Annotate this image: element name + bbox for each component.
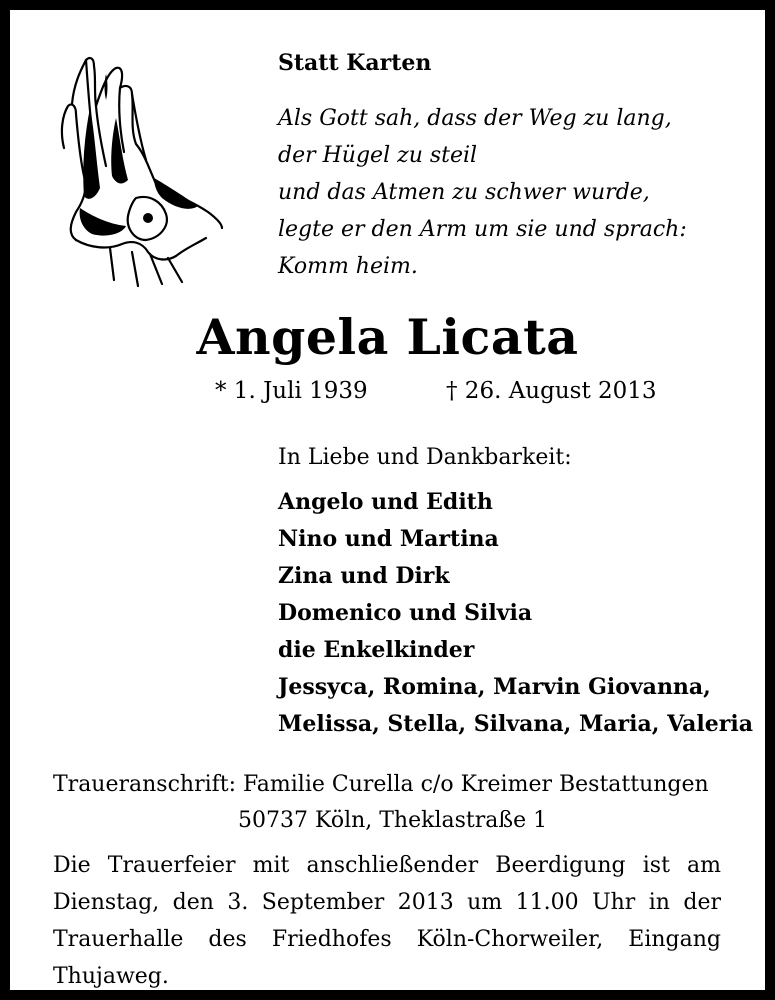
deceased-name: Angela Licata	[196, 308, 579, 366]
family-entry: die Enkelkinder	[278, 637, 475, 663]
family-entry: Domenico und Silvia	[278, 600, 533, 626]
family-entry: Zina und Dirk	[278, 563, 450, 589]
thanks-line: In Liebe und Dankbarkeit:	[278, 445, 572, 470]
family-entry: Melissa, Stella, Silvana, Maria, Valeria	[278, 711, 753, 737]
praying-hands-icon	[50, 48, 225, 293]
poem-line: legte er den Arm um sie und sprach:	[278, 217, 687, 242]
obituary-card	[10, 10, 765, 990]
poem-line: Komm heim.	[278, 254, 418, 279]
death-date: † 26. August 2013	[446, 378, 657, 404]
mourning-address	[53, 767, 709, 839]
family-entry: Angelo und Edith	[278, 489, 493, 515]
poem-line: und das Atmen zu schwer wurde,	[278, 180, 650, 205]
family-list	[278, 484, 753, 743]
family-entry: Nino und Martina	[278, 526, 499, 552]
ceremony-text: Die Trauerfeier mit anschließender Beerdigung ist am Dienstag, den 3. September 2013 um 11.00 Uhr in der Trauerhalle des Friedhofes Köln-Chorweiler, Eingang Thujaweg.	[53, 853, 721, 989]
poem-line: der Hügel zu steil	[278, 143, 478, 168]
address-line-2: 50737 Köln, Theklastraße 1	[238, 808, 548, 833]
header-statt-karten: Statt Karten	[278, 50, 432, 76]
family-entry: Jessyca, Romina, Marvin Giovanna,	[278, 674, 711, 700]
poem-line: Als Gott sah, dass der Weg zu lang,	[278, 106, 672, 131]
poem	[278, 100, 687, 285]
address-line-1: Traueranschrift: Familie Curella c/o Kreimer Bestattungen	[53, 772, 709, 797]
birth-date: * 1. Juli 1939	[215, 378, 368, 404]
